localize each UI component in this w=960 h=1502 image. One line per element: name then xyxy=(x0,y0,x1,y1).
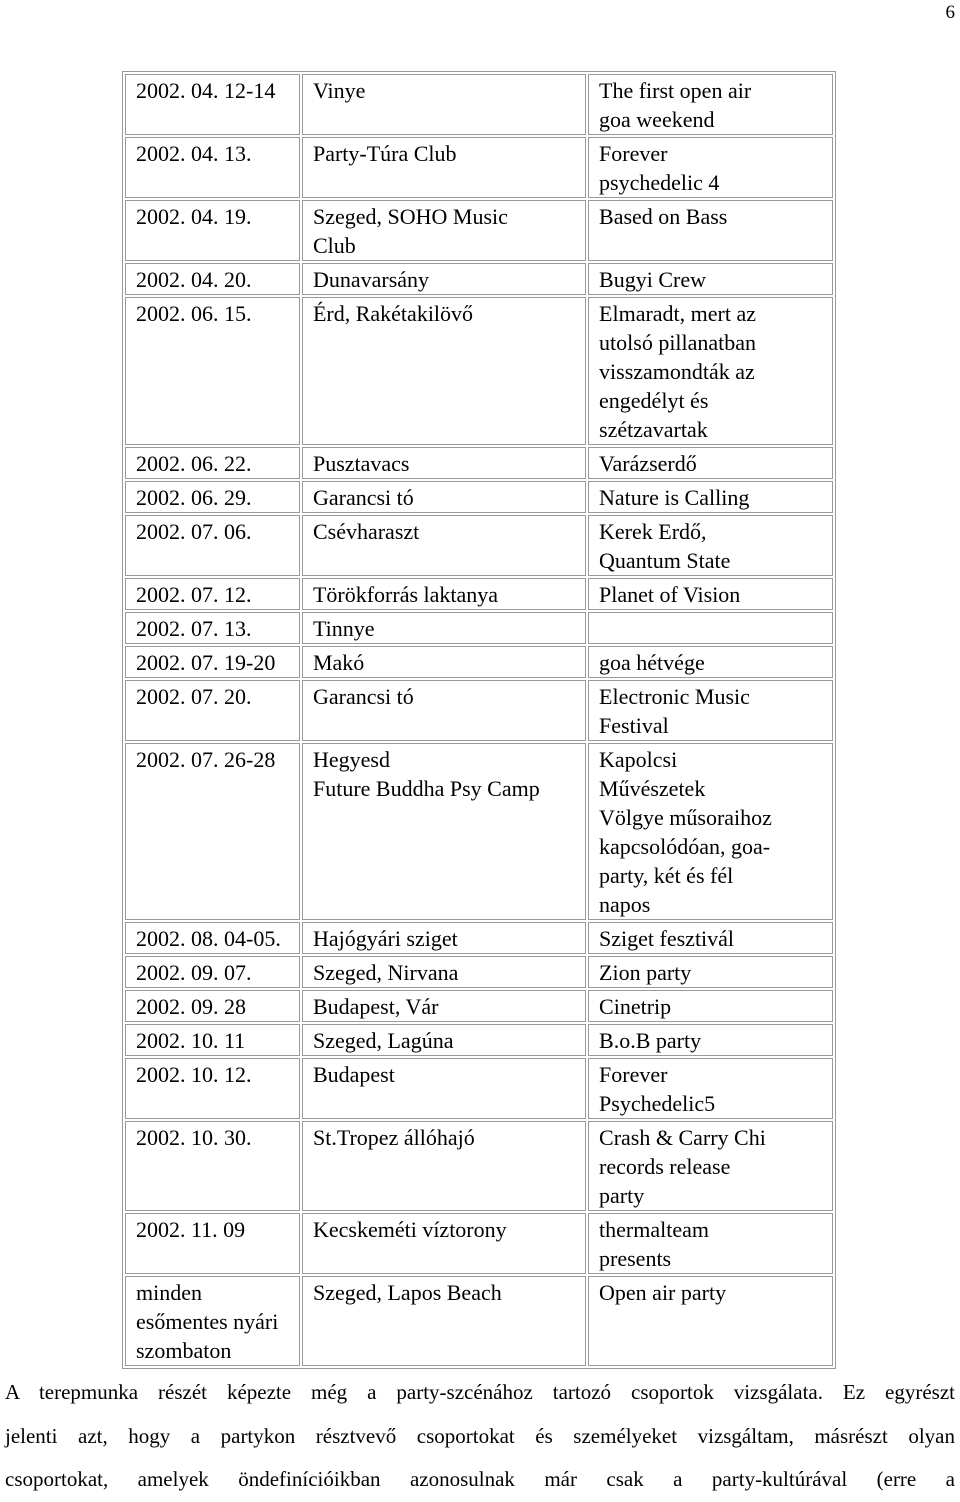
table-row xyxy=(125,137,833,198)
date-cell: 2002. 08. 04-05. xyxy=(125,922,300,954)
place-cell: Dunavarsány xyxy=(302,263,586,295)
event-cell: Bugyi Crew xyxy=(588,263,833,295)
event-cell: Zion party xyxy=(588,956,833,988)
date-cell: 2002. 10. 12. xyxy=(125,1058,300,1119)
event-cell: B.o.B party xyxy=(588,1024,833,1056)
event-cell: Kapolcsi Művészetek Völgye műsoraihoz kapcsolódóan, goa- party, két és fél napos xyxy=(588,743,833,920)
table-row xyxy=(125,990,833,1022)
table-row xyxy=(125,612,833,644)
event-cell: Crash & Carry Chi records release party xyxy=(588,1121,833,1211)
date-cell: 2002. 10. 30. xyxy=(125,1121,300,1211)
date-cell: 2002. 11. 09 xyxy=(125,1213,300,1274)
date-cell: 2002. 07. 20. xyxy=(125,680,300,741)
table-row xyxy=(125,578,833,610)
table-row xyxy=(125,1213,833,1274)
place-cell: Budapest xyxy=(302,1058,586,1119)
place-cell: Csévharaszt xyxy=(302,515,586,576)
table-row xyxy=(125,447,833,479)
place-cell: St.Tropez állóhajó xyxy=(302,1121,586,1211)
place-cell: Hegyesd Future Buddha Psy Camp xyxy=(302,743,586,920)
event-cell: Planet of Vision xyxy=(588,578,833,610)
table-row xyxy=(125,922,833,954)
table-row xyxy=(125,481,833,513)
event-cell: Elmaradt, mert az utolsó pillanatban visszamondták az engedélyt és szétzavartak xyxy=(588,297,833,445)
date-cell: 2002. 09. 28 xyxy=(125,990,300,1022)
table-row xyxy=(125,200,833,261)
event-cell: Open air party xyxy=(588,1276,833,1366)
date-cell: 2002. 07. 19-20 xyxy=(125,646,300,678)
table-row xyxy=(125,74,833,135)
table-row xyxy=(125,1058,833,1119)
date-cell: 2002. 04. 12-14 xyxy=(125,74,300,135)
date-cell: 2002. 04. 20. xyxy=(125,263,300,295)
events-table xyxy=(122,71,836,1369)
table-row xyxy=(125,1276,833,1366)
place-cell: Party-Túra Club xyxy=(302,137,586,198)
date-cell: 2002. 07. 26-28 xyxy=(125,743,300,920)
table-row xyxy=(125,680,833,741)
table-row xyxy=(125,297,833,445)
place-cell: Vinye xyxy=(302,74,586,135)
event-cell: Nature is Calling xyxy=(588,481,833,513)
event-cell: thermalteam presents xyxy=(588,1213,833,1274)
date-cell: 2002. 04. 19. xyxy=(125,200,300,261)
date-cell: 2002. 07. 06. xyxy=(125,515,300,576)
place-cell: Szeged, Lapos Beach xyxy=(302,1276,586,1366)
body-paragraph xyxy=(5,1371,955,1502)
event-cell: Kerek Erdő, Quantum State xyxy=(588,515,833,576)
event-cell: The first open air goa weekend xyxy=(588,74,833,135)
table-row xyxy=(125,515,833,576)
date-cell: 2002. 09. 07. xyxy=(125,956,300,988)
place-cell: Garancsi tó xyxy=(302,481,586,513)
date-cell: 2002. 06. 22. xyxy=(125,447,300,479)
event-cell: goa hétvége xyxy=(588,646,833,678)
table-row xyxy=(125,743,833,920)
events-table-body xyxy=(125,74,833,1366)
event-cell: Sziget fesztivál xyxy=(588,922,833,954)
paragraph-line: A terepmunka részét képezte még a party-szcénához tartozó csoportok vizsgálata. Ez egyrészt xyxy=(5,1380,955,1404)
table-row xyxy=(125,646,833,678)
date-cell: 2002. 07. 13. xyxy=(125,612,300,644)
event-cell: Electronic Music Festival xyxy=(588,680,833,741)
event-cell: Forever psychedelic 4 xyxy=(588,137,833,198)
date-cell: 2002. 07. 12. xyxy=(125,578,300,610)
table-row xyxy=(125,263,833,295)
place-cell: Pusztavacs xyxy=(302,447,586,479)
event-cell: Forever Psychedelic5 xyxy=(588,1058,833,1119)
table-row xyxy=(125,1121,833,1211)
place-cell: Szeged, Lagúna xyxy=(302,1024,586,1056)
paragraph-line: csoportokat, amelyek öndefinícióikban azonosulnak már csak a party-kultúrával (erre a xyxy=(5,1467,955,1491)
paragraph-line: jelenti azt, hogy a partykon résztvevő csoportokat és személyeket vizsgáltam, másrészt olyan xyxy=(5,1423,955,1448)
place-cell: Érd, Rakétakilövő xyxy=(302,297,586,445)
event-cell: Varázserdő xyxy=(588,447,833,479)
event-cell: Cinetrip xyxy=(588,990,833,1022)
page-number: 6 xyxy=(945,2,955,23)
place-cell: Szeged, Nirvana xyxy=(302,956,586,988)
table-row xyxy=(125,1024,833,1056)
place-cell: Tinnye xyxy=(302,612,586,644)
date-cell: 2002. 06. 29. xyxy=(125,481,300,513)
place-cell: Garancsi tó xyxy=(302,680,586,741)
event-cell xyxy=(588,612,833,644)
event-cell: Based on Bass xyxy=(588,200,833,261)
place-cell: Hajógyári sziget xyxy=(302,922,586,954)
table-row xyxy=(125,956,833,988)
date-cell: 2002. 10. 11 xyxy=(125,1024,300,1056)
place-cell: Makó xyxy=(302,646,586,678)
place-cell: Kecskeméti víztorony xyxy=(302,1213,586,1274)
date-cell: 2002. 06. 15. xyxy=(125,297,300,445)
place-cell: Törökforrás laktanya xyxy=(302,578,586,610)
date-cell: minden esőmentes nyári szombaton xyxy=(125,1276,300,1366)
place-cell: Szeged, SOHO Music Club xyxy=(302,200,586,261)
place-cell: Budapest, Vár xyxy=(302,990,586,1022)
date-cell: 2002. 04. 13. xyxy=(125,137,300,198)
